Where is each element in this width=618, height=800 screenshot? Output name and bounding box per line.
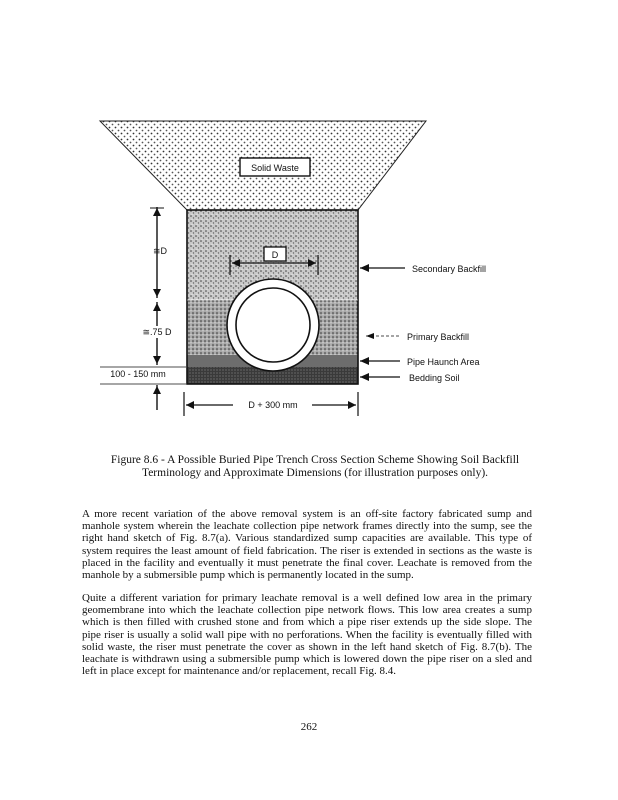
trench-width-label: D + 300 mm [248, 400, 298, 410]
figure-caption [80, 454, 550, 480]
pipe-diameter-label: D [271, 250, 279, 260]
bedding-soil-label: Bedding Soil [409, 373, 460, 383]
cover-depth-label: ≅D [152, 246, 168, 256]
primary-backfill-label: Primary Backfill [407, 332, 470, 342]
page-number: 262 [300, 721, 318, 733]
pipe-haunch-area-label: Pipe Haunch Area [407, 357, 480, 367]
secondary-backfill-label: Secondary Backfill [412, 264, 487, 274]
solid-waste-label: Solid Waste [251, 163, 299, 173]
paragraph-low-area-sump: Quite a different variation for primary leachate removal is a well defined low area in the primary geomembrane into which the leachate collection pipe network flows. This low area creates a sump which is then filled with crushed stone and from which a pipe riser extends up the side slope. The pipe riser is usually a solid wall pipe with no perforations. When the facility is eventually filled with solid waste, the riser must penetrate the cover as shown in the left hand sketch of Fig. 8.7(b). The leachate is withdrawn using a submersible pump which is lowered down the pipe riser on a sled and left in place except for maintenance and/or replacement, recall Fig. 8.4. [82, 592, 532, 678]
haunch-depth-label: ≅.75 D [142, 327, 172, 337]
caption-line-2: Terminology and Approximate Dimensions (for illustration purposes only). [141, 467, 489, 479]
caption-line-1: Figure 8.6 - A Possible Buried Pipe Trench Cross Section Scheme Showing Soil Backfill [110, 454, 520, 466]
bedding-depth-label: 100 - 150 mm [110, 369, 166, 379]
pipe-bore [236, 288, 310, 362]
paragraph-sump-manhole: A more recent variation of the above removal system is an off-site factory fabricated sump and manhole system wherein the leachate collection pipe network frames directly into the sump, see the right hand sketch of Fig. 8.7(a). Various standardized sump capacities are available. This type of system requires the least amount of field fabrication. The riser is extended in sections as the waste is placed in the facility and eventually it must penetrate the final cover. Leachate is removed from the manhole by a submersible pump which is permanently located in the sump. [82, 508, 532, 582]
